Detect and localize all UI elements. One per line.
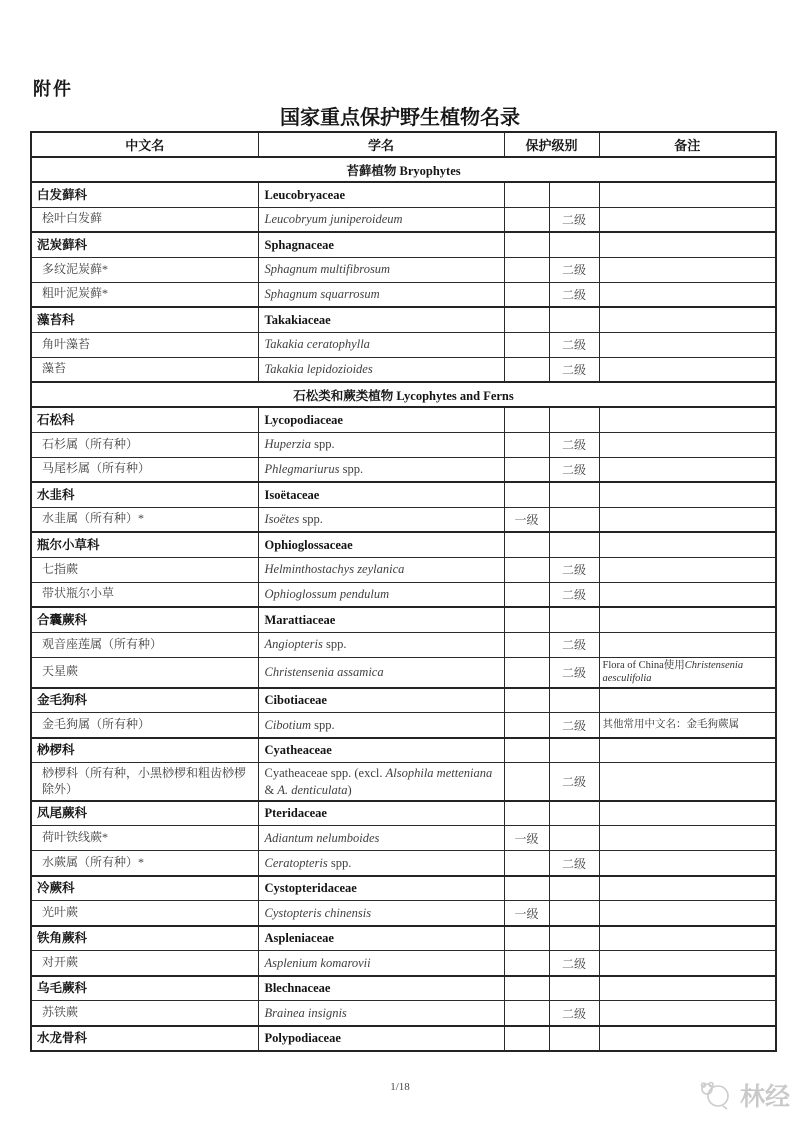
table-row-species [31,632,776,657]
watermark-text: 林经 [739,1084,790,1111]
cell-scientific-name: Cyatheaceae [258,738,504,763]
cell-level-second [549,407,599,432]
cell-chinese-name: 光叶蕨 [31,901,258,926]
cell-chinese-name: 水韭科 [31,482,258,507]
cell-level-first [504,182,549,207]
cell-scientific-name: Polypodiaceae [258,1026,504,1051]
cell-remark [599,876,776,901]
attachment-label: 附件 [33,79,73,99]
cell-scientific-name: Angiopteris spp. [258,632,504,657]
cell-scientific-name: Cibotiaceae [258,688,504,713]
cell-scientific-name: Lycopodiaceae [258,407,504,432]
cell-chinese-name: 带状瓶尔小草 [31,582,258,607]
cell-remark [599,1001,776,1026]
header-remarks: 备注 [599,132,776,157]
cell-scientific-name: Cystopteris chinensis [258,901,504,926]
cell-level-second [549,926,599,951]
table-row-species [31,713,776,738]
cell-level-second: 二级 [549,332,599,357]
page-number: 1/18 [390,1081,410,1093]
cell-chinese-name: 藻苔科 [31,307,258,332]
cell-remark [599,457,776,482]
cell-remark [599,232,776,257]
cell-scientific-name: Takakia lepidozioides [258,357,504,382]
cell-chinese-name: 马尾杉属（所有种） [31,457,258,482]
table-row-family [31,307,776,332]
cell-scientific-name: Takakiaceae [258,307,504,332]
cell-scientific-name: Ophioglossum pendulum [258,582,504,607]
cell-scientific-name: Sphagnum squarrosum [258,282,504,307]
cell-chinese-name: 石杉属（所有种） [31,432,258,457]
cell-level-first [504,432,549,457]
cell-level-first [504,976,549,1001]
cell-level-second [549,507,599,532]
cell-chinese-name: 乌毛蕨科 [31,976,258,1001]
cell-remark [599,432,776,457]
cell-level-second [549,232,599,257]
cell-remark [599,926,776,951]
cell-scientific-name: Takakia ceratophylla [258,332,504,357]
cell-level-second [549,876,599,901]
page-title: 国家重点保护野生植物名录 [280,107,520,129]
cell-chinese-name: 铁角蕨科 [31,926,258,951]
cell-scientific-name: Helminthostachys zeylanica [258,557,504,582]
table-row-species [31,826,776,851]
table-row-family [31,926,776,951]
cell-level-first [504,632,549,657]
table-row-family [31,182,776,207]
cell-level-second [549,482,599,507]
table-row-species [31,763,776,801]
panda-logo-icon [699,1080,735,1110]
cell-scientific-name: Cibotium spp. [258,713,504,738]
table-header-row [31,132,776,157]
cell-scientific-name: Marattiaceae [258,607,504,632]
cell-chinese-name: 多纹泥炭藓* [31,257,258,282]
cell-level-first [504,876,549,901]
cell-scientific-name: Asplenium komarovii [258,951,504,976]
cell-chinese-name: 观音座莲属（所有种） [31,632,258,657]
cell-remark [599,738,776,763]
cell-chinese-name: 冷蕨科 [31,876,258,901]
cell-scientific-name: Aspleniaceae [258,926,504,951]
table-row-family [31,532,776,557]
table-row-family [31,407,776,432]
cell-level-second [549,532,599,557]
cell-level-first [504,688,549,713]
cell-remark [599,976,776,1001]
cell-scientific-name: Sphagnum multifibrosum [258,257,504,282]
table-row-species [31,257,776,282]
watermark [699,1077,790,1113]
cell-chinese-name: 凤尾蕨科 [31,801,258,826]
cell-chinese-name: 粗叶泥炭藓* [31,282,258,307]
cell-scientific-name: Cyatheaceae spp. (excl. Alsophila metteniana & A. denticulata) [258,763,504,801]
table-body [31,157,776,1051]
cell-remark [599,182,776,207]
cell-level-second [549,976,599,1001]
cell-level-second [549,738,599,763]
cell-remark [599,332,776,357]
cell-chinese-name: 七指蕨 [31,557,258,582]
cell-remark [599,632,776,657]
cell-chinese-name: 荷叶铁线蕨* [31,826,258,851]
table-row-section [31,157,776,182]
cell-chinese-name: 桫椤科 [31,738,258,763]
cell-remark [599,582,776,607]
cell-scientific-name: Adiantum nelumboides [258,826,504,851]
cell-remark [599,826,776,851]
cell-scientific-name: Isoëtes spp. [258,507,504,532]
cell-level-second: 二级 [549,1001,599,1026]
cell-chinese-name: 瓶尔小草科 [31,532,258,557]
cell-chinese-name: 对开蕨 [31,951,258,976]
table-row-species [31,507,776,532]
cell-level-first [504,657,549,688]
table-row-species [31,851,776,876]
cell-remark [599,307,776,332]
cell-remark [599,688,776,713]
table-row-species [31,951,776,976]
cell-level-second [549,688,599,713]
cell-remark [599,951,776,976]
table-row-family [31,232,776,257]
cell-chinese-name: 泥炭藓科 [31,232,258,257]
cell-level-second: 二级 [549,657,599,688]
table-row-family [31,801,776,826]
cell-chinese-name: 水蕨属（所有种）* [31,851,258,876]
cell-remark [599,1026,776,1051]
cell-level-second: 二级 [549,457,599,482]
table-row-species [31,557,776,582]
cell-remark [599,282,776,307]
cell-level-second: 二级 [549,207,599,232]
cell-chinese-name: 石松科 [31,407,258,432]
cell-scientific-name: Brainea insignis [258,1001,504,1026]
cell-remark [599,557,776,582]
table-row-family [31,976,776,1001]
cell-level-first [504,532,549,557]
section-title: 苔藓植物 Bryophytes [31,157,776,182]
cell-level-first [504,232,549,257]
cell-scientific-name: Huperzia spp. [258,432,504,457]
cell-chinese-name: 金毛狗科 [31,688,258,713]
cell-level-first: 一级 [504,901,549,926]
cell-level-first [504,738,549,763]
cell-level-second [549,182,599,207]
cell-scientific-name: Leucobryaceae [258,182,504,207]
cell-level-first [504,763,549,801]
cell-remark [599,532,776,557]
table-row-species [31,901,776,926]
cell-level-first [504,307,549,332]
table-head [31,132,776,157]
table-row-species [31,357,776,382]
cell-chinese-name: 水韭属（所有种）* [31,507,258,532]
table-row-species [31,582,776,607]
cell-level-second [549,307,599,332]
cell-level-second [549,607,599,632]
cell-level-first [504,207,549,232]
table-row-family [31,738,776,763]
cell-level-first [504,457,549,482]
cell-remark [599,851,776,876]
table-row-family [31,876,776,901]
table-row-species [31,332,776,357]
cell-remark [599,763,776,801]
cell-remark [599,407,776,432]
protected-plants-table [30,131,777,1052]
cell-level-first [504,801,549,826]
cell-scientific-name: Leucobryum juniperoideum [258,207,504,232]
cell-level-first [504,851,549,876]
cell-level-first: 一级 [504,826,549,851]
cell-level-first [504,607,549,632]
cell-remark [599,482,776,507]
cell-level-second: 二级 [549,282,599,307]
cell-scientific-name: Pteridaceae [258,801,504,826]
cell-remark [599,357,776,382]
table-row-family [31,482,776,507]
cell-remark [599,207,776,232]
cell-level-first [504,282,549,307]
cell-level-first: 一级 [504,507,549,532]
table-row-species [31,282,776,307]
cell-level-first [504,926,549,951]
cell-level-first [504,557,549,582]
cell-chinese-name: 白发藓科 [31,182,258,207]
cell-chinese-name: 苏铁蕨 [31,1001,258,1026]
cell-level-first [504,407,549,432]
cell-remark [599,507,776,532]
table-row-species [31,657,776,688]
table-row-family [31,607,776,632]
cell-level-first [504,357,549,382]
section-title: 石松类和蕨类植物 Lycophytes and Ferns [31,382,776,407]
cell-scientific-name: Isoëtaceae [258,482,504,507]
header-protection-level: 保护级别 [504,132,599,157]
cell-level-second: 二级 [549,257,599,282]
cell-level-first [504,1001,549,1026]
cell-level-first [504,482,549,507]
cell-remark [599,901,776,926]
cell-level-first [504,713,549,738]
cell-level-second [549,801,599,826]
cell-level-second: 二级 [549,582,599,607]
cell-remark: Flora of China使用Christensenia aesculifolia [599,657,776,688]
cell-level-first [504,257,549,282]
cell-scientific-name: Sphagnaceae [258,232,504,257]
cell-chinese-name: 藻苔 [31,357,258,382]
cell-chinese-name: 水龙骨科 [31,1026,258,1051]
cell-scientific-name: Phlegmariurus spp. [258,457,504,482]
cell-remark [599,607,776,632]
cell-scientific-name: Ceratopteris spp. [258,851,504,876]
cell-level-second: 二级 [549,713,599,738]
cell-level-second [549,901,599,926]
header-scientific-name: 学名 [258,132,504,157]
cell-level-second: 二级 [549,432,599,457]
cell-level-second: 二级 [549,851,599,876]
table-row-section [31,382,776,407]
cell-chinese-name: 合囊蕨科 [31,607,258,632]
cell-level-second: 二级 [549,357,599,382]
table-row-species [31,207,776,232]
cell-remark [599,257,776,282]
cell-chinese-name: 角叶藻苔 [31,332,258,357]
cell-scientific-name: Christensenia assamica [258,657,504,688]
cell-level-first [504,582,549,607]
cell-level-second [549,1026,599,1051]
cell-level-second: 二级 [549,763,599,801]
cell-level-second: 二级 [549,557,599,582]
cell-level-first [504,1026,549,1051]
cell-chinese-name: 天星蕨 [31,657,258,688]
cell-level-second: 二级 [549,951,599,976]
cell-level-first [504,951,549,976]
cell-chinese-name: 桫椤科（所有种，小黑桫椤和粗齿桫椤除外） [31,763,258,801]
cell-scientific-name: Cystopteridaceae [258,876,504,901]
header-chinese-name: 中文名 [31,132,258,157]
cell-level-first [504,332,549,357]
table-row-species [31,457,776,482]
table-row-species [31,1001,776,1026]
cell-level-second [549,826,599,851]
cell-chinese-name: 桧叶白发藓 [31,207,258,232]
cell-remark: 其他常用中文名：金毛狗蕨属 [599,713,776,738]
cell-level-second: 二级 [549,632,599,657]
cell-chinese-name: 金毛狗属（所有种） [31,713,258,738]
table-row-species [31,432,776,457]
cell-scientific-name: Ophioglossaceae [258,532,504,557]
table-row-family [31,1026,776,1051]
cell-remark [599,801,776,826]
cell-scientific-name: Blechnaceae [258,976,504,1001]
table-row-family [31,688,776,713]
